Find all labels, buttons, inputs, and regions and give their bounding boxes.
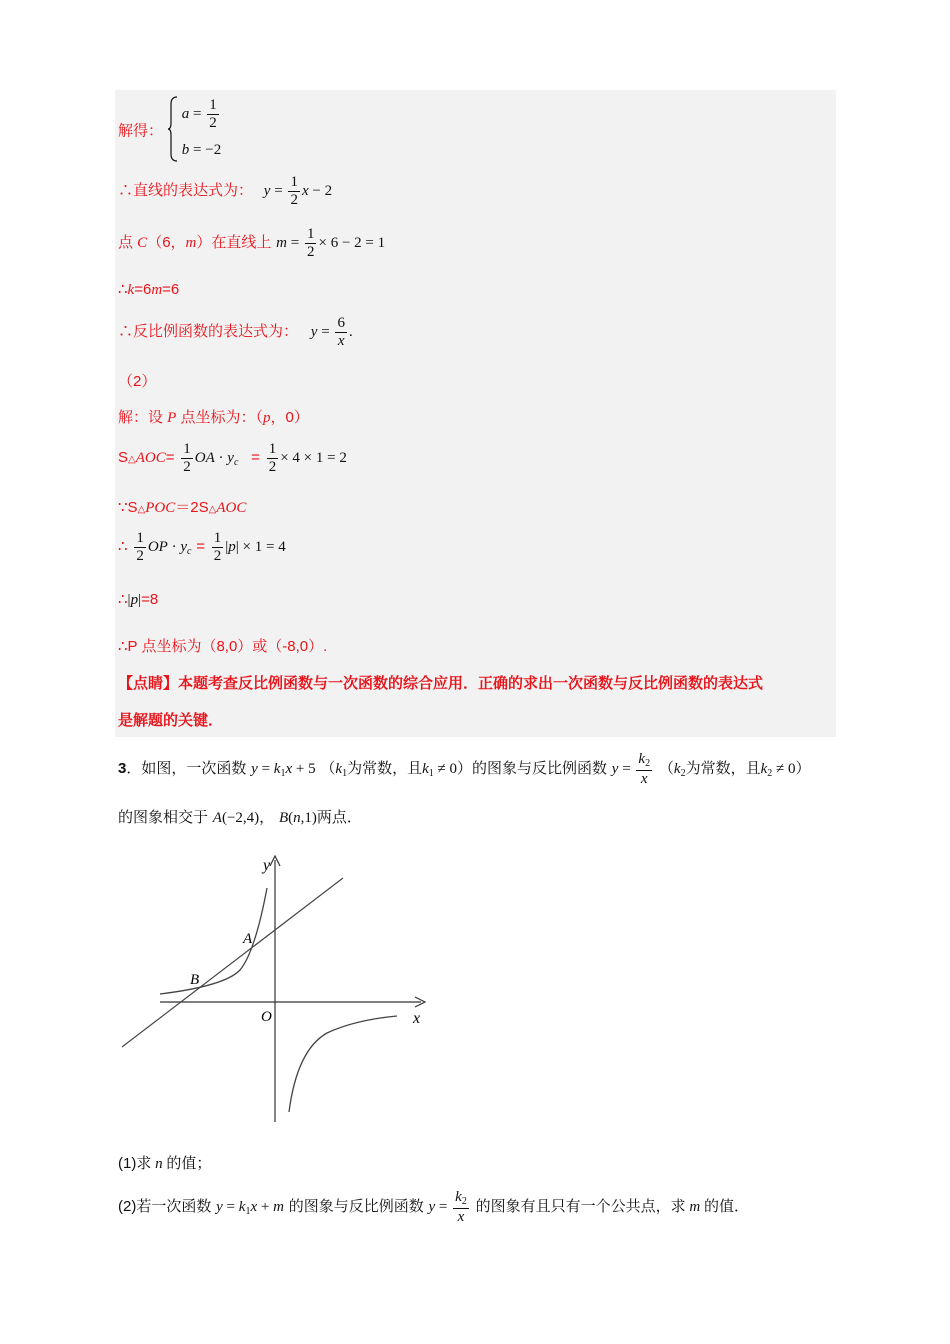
comment-line-2: 是解题的关键． [118,712,224,729]
abs-p-line: ∴|p|=8 [118,591,159,608]
label-a: A [243,931,253,947]
k-line: ∴k=6m=6 [118,281,180,298]
problem-3-line-2: 的图象相交于 A(−2,4)， B(n,1)两点． [118,809,362,826]
label-x: x [413,1010,421,1027]
inverse-expression: ∴反比例函数的表达式为： y = $\frac{6}{x}$ . [118,315,353,349]
therefore-line: ∴ $\frac{1}{2}$ OP · $y_c$ = $\frac{1}{2}$ |p| × 1 = 4 [118,530,286,564]
solve-line: 解得： a = $\frac{1}{2}$ b = −2 [118,96,182,164]
problem-3-line-1: 3．如图，一次函数 $y = k_1x + 5$ （$k_1$为常数，且$k_1 \ne 0$）的图象与反比例函数 y = $\frac{k_2}{x}$ （$k_2$为常数，且$k_2 \ne 0$） [118,751,811,787]
question-2: (2)若一次函数 $y = k_1x + m$ 的图象与反比例函数 y = $\frac{k_2}{x}$ 的图象有且只有一个公共点，求 m 的值． [118,1189,749,1225]
label-origin: O [261,1009,272,1025]
label-b: B [190,972,200,988]
line-expression: ∴直线的表达式为： y = $\frac{1}{2}$ x − 2 [118,174,333,208]
linear-function-line [122,878,343,1047]
point-c-line: 点 C（6，m）在直线上 m = $\frac{1}{2}$ × 6 − 2 = 1 [118,226,386,260]
set-p-line: 解：设 P 点坐标为：（p，0） [118,409,309,426]
hyperbola-branch-lower [289,1016,397,1112]
label-y: y [263,857,271,874]
brace-icon [168,96,178,162]
part-2: （2） [118,373,157,390]
p-coords-line: ∴P 点坐标为（8,0）或（-8,0）. [118,638,328,655]
area-aoc-line: S△AOC= $\frac{1}{2}$ OA · $y_c$ = $\frac{1}{2}$ × 4 × 1 = 2 [118,441,347,475]
equation-system: a = $\frac{1}{2}$ b = −2 [168,96,182,164]
graph-figure [115,850,435,1130]
because-line: ∵S△POC＝2S△AOC [118,499,247,516]
comment-line-1: 【点睛】本题考查反比例函数与一次函数的综合应用．正确的求出一次函数与反比例函数的表达式 [118,675,764,692]
question-1: (1)求 n 的值； [118,1155,212,1172]
